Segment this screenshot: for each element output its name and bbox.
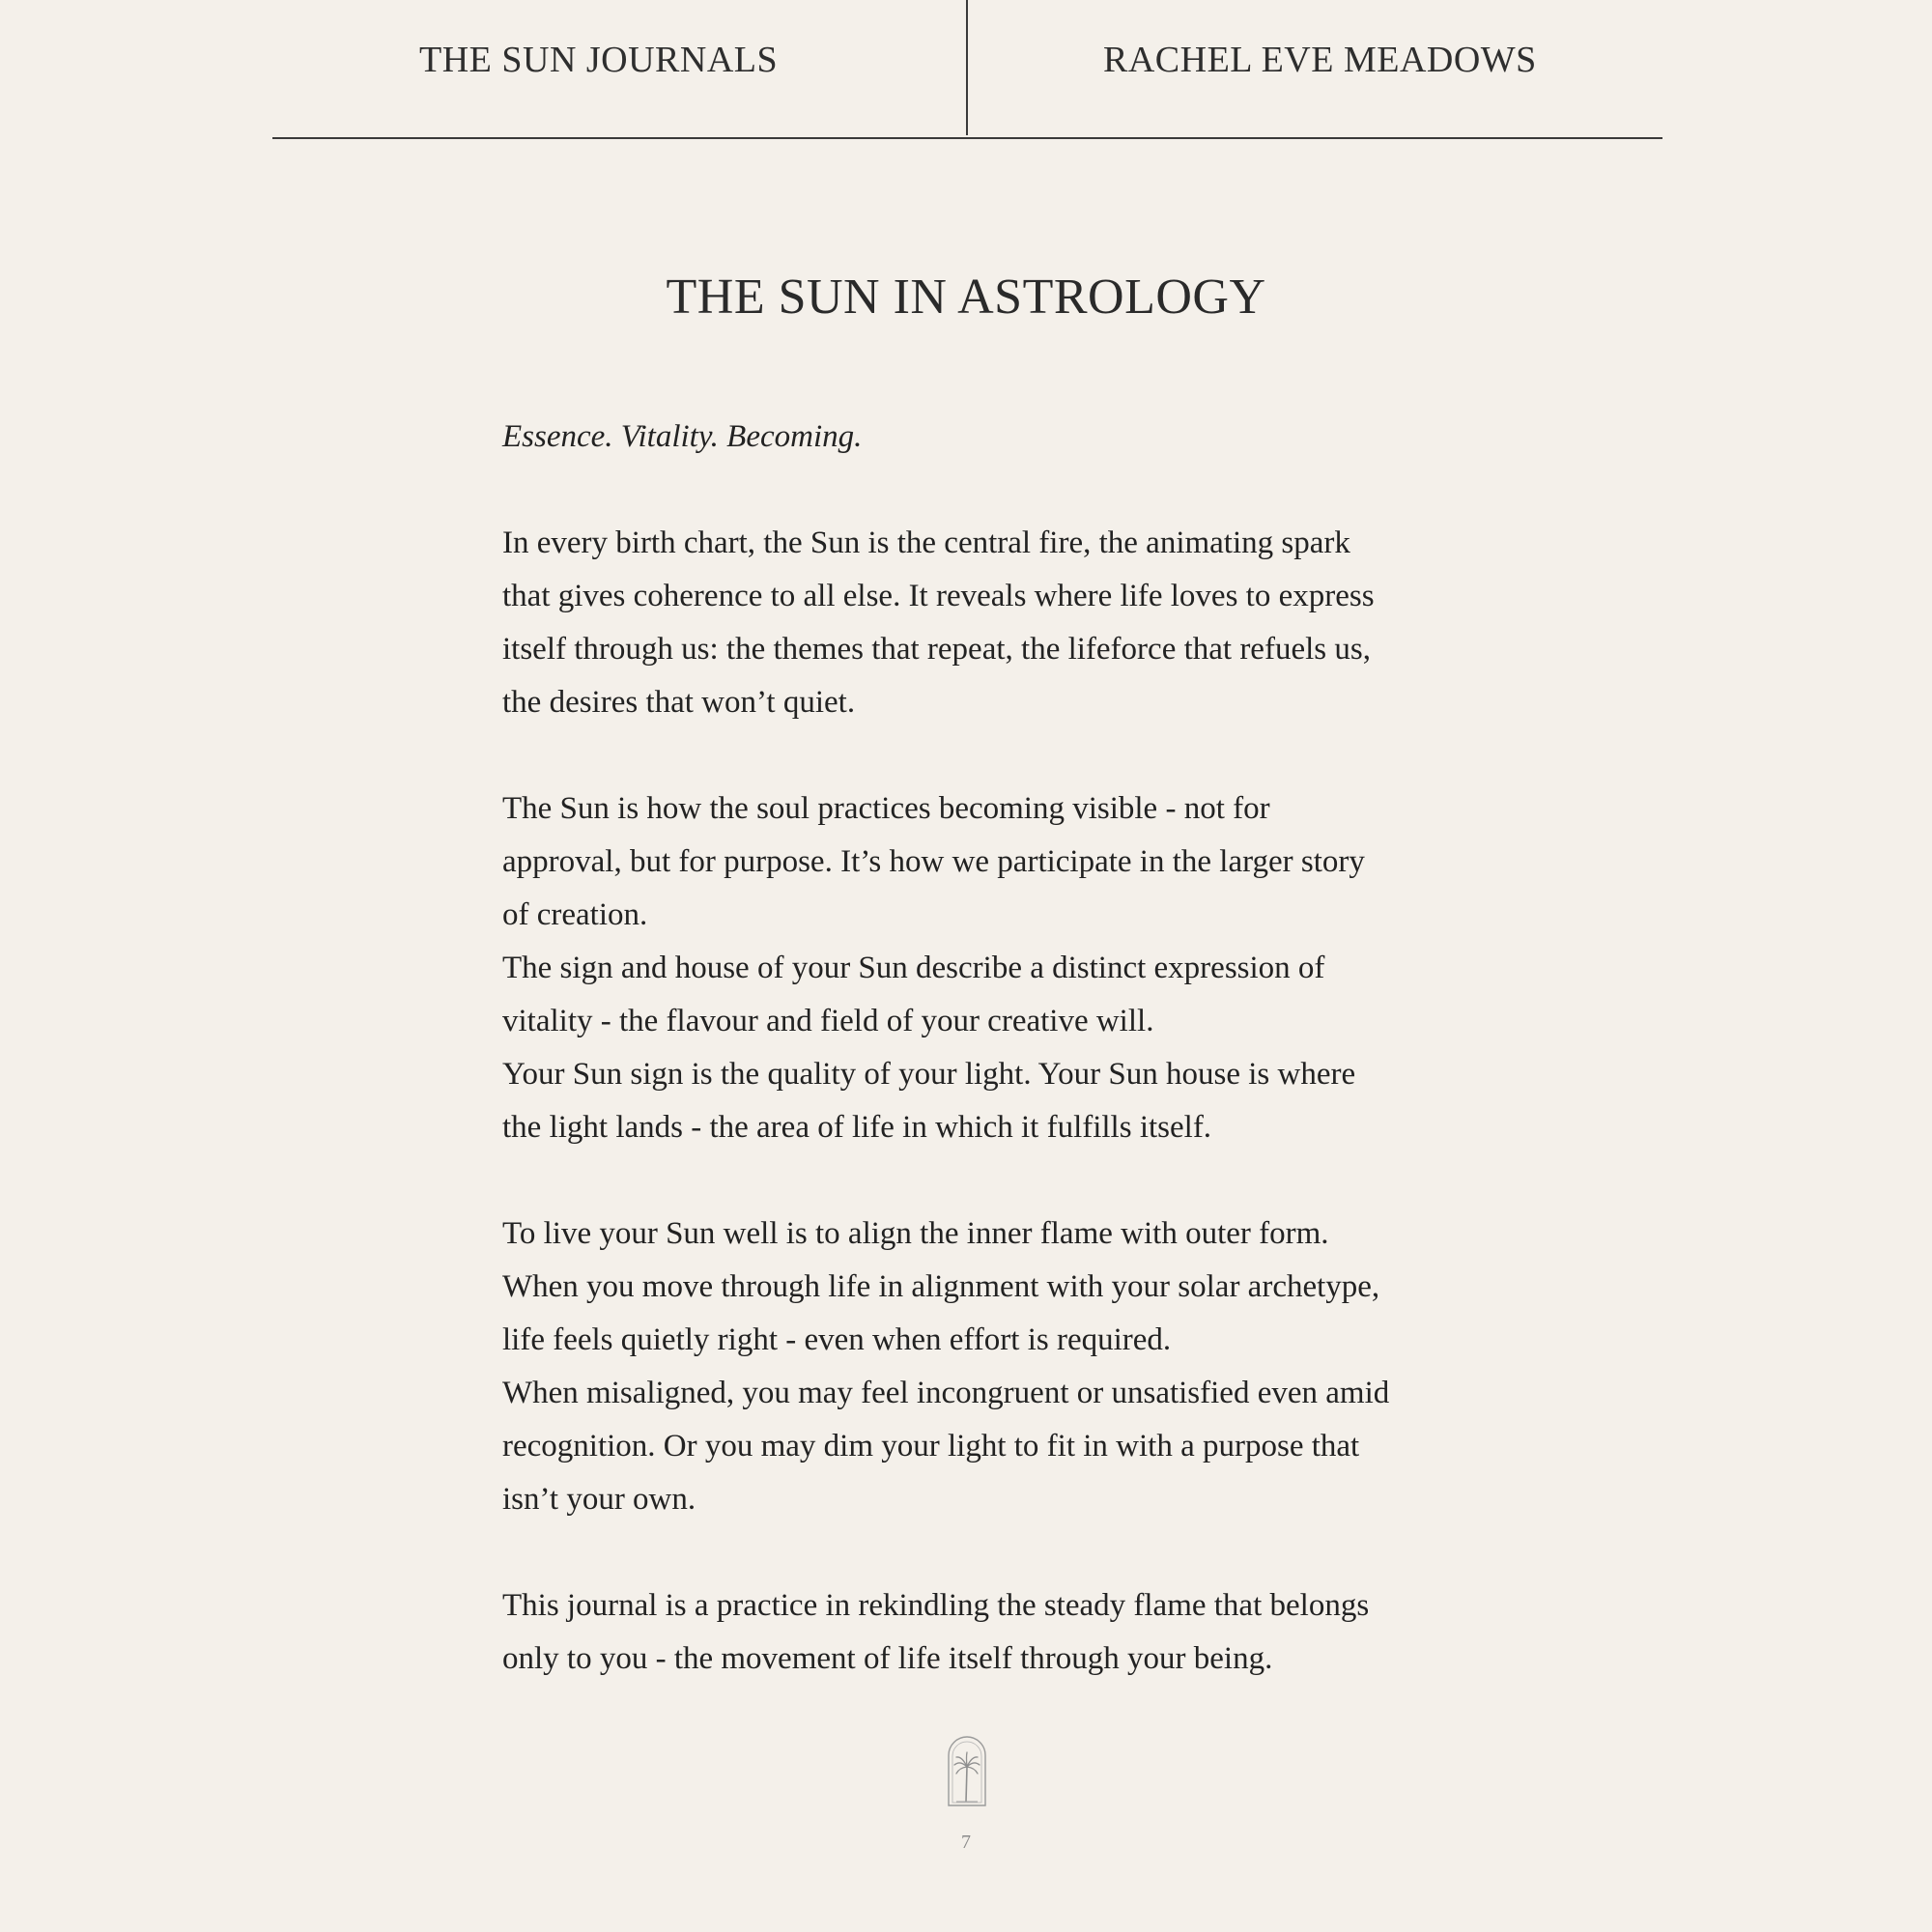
- text-line: itself through us: the themes that repeat, the lifeforce that refuels us,: [502, 632, 1371, 667]
- journal-title: THE SUN JOURNALS: [419, 40, 779, 80]
- paragraph-3: [502, 1208, 1449, 1526]
- text-line: the desires that won’t quiet.: [502, 685, 856, 720]
- text-line: The Sun is how the soul practices becoming visible - not for: [502, 791, 1270, 826]
- text-line: When misaligned, you may feel incongruent or unsatisfied even amid: [502, 1376, 1390, 1410]
- paragraph-2: [502, 782, 1449, 1154]
- text-line: the light lands - the area of life in which it fulfills itself.: [502, 1110, 1212, 1145]
- text-line: life feels quietly right - even when effort is required.: [502, 1322, 1172, 1357]
- text-line: of creation.: [502, 897, 648, 932]
- text-line: This journal is a practice in rekindling the steady flame that belongs: [502, 1588, 1370, 1623]
- paragraph-gap: [502, 1526, 1449, 1579]
- paragraph-4: [502, 1579, 1449, 1686]
- paragraph-gap: [502, 1154, 1449, 1208]
- text-line: When you move through life in alignment with your solar archetype,: [502, 1269, 1380, 1304]
- palm-tree-arch-icon: [945, 1734, 989, 1811]
- text-line: only to you - the movement of life itself through your being.: [502, 1641, 1273, 1676]
- text-line: that gives coherence to all else. It reveals where life loves to express: [502, 579, 1375, 613]
- text-line: vitality - the flavour and field of your creative will.: [502, 1004, 1154, 1038]
- text-line: To live your Sun well is to align the inner flame with outer form.: [502, 1216, 1329, 1251]
- author-name: RACHEL EVE MEADOWS: [1103, 40, 1537, 80]
- text-line: Your Sun sign is the quality of your light. Your Sun house is where: [502, 1057, 1356, 1092]
- body-text: [502, 411, 1449, 1686]
- running-header: [272, 0, 1662, 139]
- page-number: 7: [961, 1832, 971, 1853]
- paragraph-1: [502, 517, 1449, 729]
- text-line: In every birth chart, the Sun is the central fire, the animating spark: [502, 526, 1350, 560]
- tagline: Essence. Vitality. Becoming.: [502, 419, 863, 454]
- text-line: The sign and house of your Sun describe a distinct expression of: [502, 951, 1325, 985]
- text-line: recognition. Or you may dim your light to fit in with a purpose that: [502, 1429, 1360, 1463]
- header-divider: [966, 0, 968, 135]
- text-line: approval, but for purpose. It’s how we participate in the larger story: [502, 844, 1365, 879]
- text-line: isn’t your own.: [502, 1482, 696, 1517]
- page-title: THE SUN IN ASTROLOGY: [666, 270, 1266, 325]
- paragraph-gap: [502, 729, 1449, 782]
